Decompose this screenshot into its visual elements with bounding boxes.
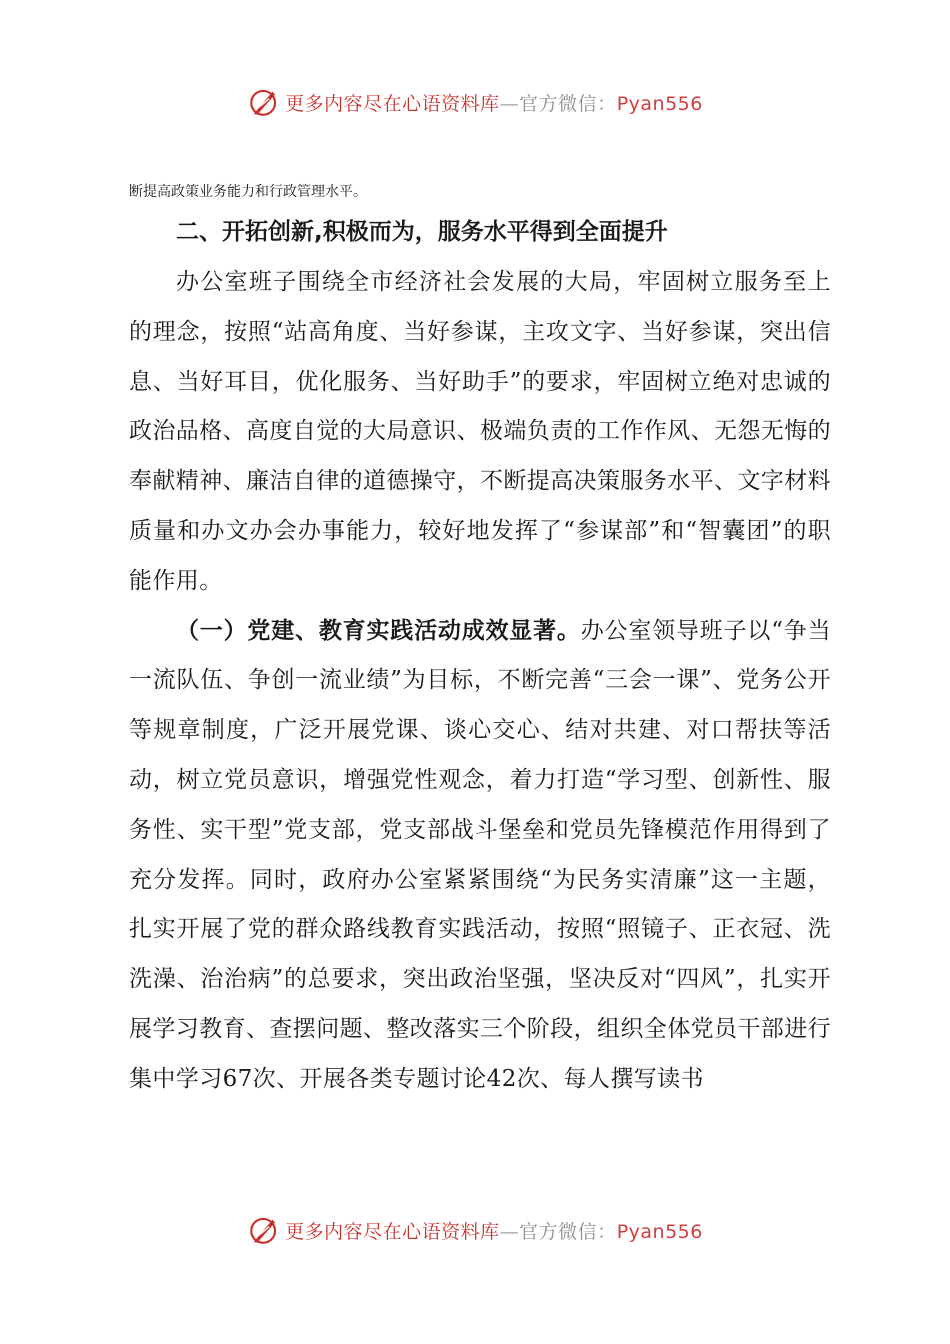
paragraph-2 (129, 607, 831, 1105)
footer-brand: 更多内容尽在心语资料库 (285, 1220, 500, 1243)
footer-wechat-id: Pyan556 (616, 1220, 703, 1243)
paragraph-2-lead: （一）党建、教育实践活动成效显著。 (176, 617, 581, 644)
footer-separator: — (499, 1220, 520, 1243)
continuation-line: 断提高政策业务能力和行政管理水平。 (129, 184, 367, 200)
header-separator: — (499, 92, 520, 115)
quill-seal-icon (247, 85, 281, 119)
document-body (129, 178, 831, 1105)
footer-official-label: 官方微信： (519, 1220, 617, 1243)
header-brand: 更多内容尽在心语资料库 (285, 92, 500, 115)
footer-banner-text (285, 1217, 703, 1244)
header-official-label: 官方微信： (519, 92, 617, 115)
section-heading: 二、开拓创新,积极而为，服务水平得到全面提升 (176, 219, 668, 245)
footer-watermark-banner (0, 1210, 950, 1250)
header-wechat-id: Pyan556 (616, 92, 703, 115)
paragraph-2-body: 办公室领导班子以“争当一流队伍、争创一流业绩”为目标，不断完善“三会一课”、党务公开等规章制度，广泛开展党课、谈心交心、结对共建、对口帮扶等活动，树立党员意识，增强党性观念，着力打造“学习型、创新性、服务性、实干型”党支部，党支部战斗堡垒和党员先锋模范作用得到了充分发挥。同时，政府办公室紧紧围绕“为民务实清廉”这一主题，扎实开展了党的群众路线教育实践活动，按照“照镜子、正衣冠、洗洗澡、治治病”的总要求，突出政治坚强，坚决反对“四风”，扎实开展学习教育、查摆问题、整改落实三个阶段，组织全体党员干部进行集中学习67次、开展各类专题讨论42次、每人撰写读书 (129, 617, 831, 1092)
quill-seal-icon (247, 1213, 281, 1247)
header-watermark-banner (0, 82, 950, 122)
paragraph-1: 办公室班子围绕全市经济社会发展的大局，牢固树立服务至上的理念，按照“站高角度、当好参谋，主攻文字、当好参谋，突出信息、当好耳目，优化服务、当好助手”的要求，牢固树立绝对忠诚的政治品格、高度自觉的大局意识、极端负责的工作作风、无怨无悔的奉献精神、廉洁自律的道德操守，不断提高决策服务水平、文字材料质量和办文办会办事能力，较好地发挥了“参谋部”和“智囊团”的职能作用。 (129, 269, 831, 594)
header-banner-text (285, 89, 703, 116)
